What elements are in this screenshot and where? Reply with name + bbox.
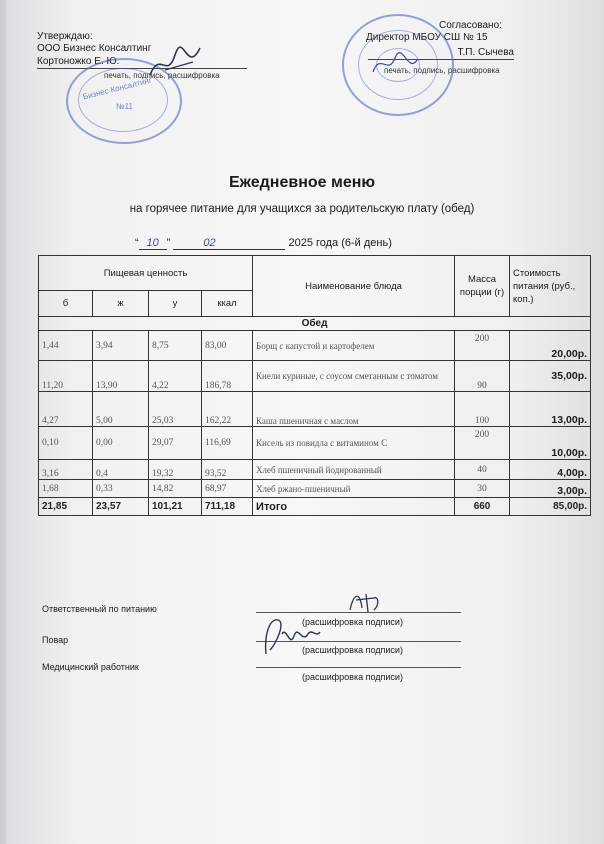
table-row [39, 392, 591, 427]
cell-u: 4,22 [149, 361, 202, 392]
page-subtitle: на горячее питание для учащихся за родительскую плату (обед) [129, 203, 475, 215]
cell-kcal: 83,00 [202, 331, 253, 361]
cell-dish: Хлеб пшеничный йодированный [253, 460, 455, 480]
table-row [39, 460, 591, 480]
approved-person: Кортоножко Е. Ю. [37, 56, 247, 69]
signature-caption: (расшифровка подписи) [302, 645, 403, 655]
header-b: б [39, 291, 93, 317]
agreed-caption: печать, подпись, расшифровка [384, 66, 500, 75]
cell-kcal: 93,52 [202, 460, 253, 480]
table-row [39, 331, 591, 361]
cell-zh: 13,90 [93, 361, 149, 392]
total-price: 85,00р. [510, 498, 591, 516]
signature-caption: (расшифровка подписи) [302, 617, 403, 627]
cell-u: 14,82 [149, 480, 202, 498]
cell-u: 29,07 [149, 427, 202, 460]
section-title: Обед [39, 317, 591, 331]
approved-org: ООО Бизнес Консалтинг [37, 43, 152, 54]
date-day: 10 [139, 237, 167, 250]
cell-price: 10,00р. [510, 427, 591, 460]
date-month: 02 [173, 237, 285, 250]
cell-price: 4,00р. [510, 460, 591, 480]
header-cost: Стоимость питания (руб., коп.) [510, 256, 591, 317]
cell-mass: 200 [455, 427, 510, 460]
cell-mass: 200 [455, 331, 510, 361]
cell-price: 20,00р. [510, 331, 591, 361]
cell-b: 4,27 [39, 392, 93, 427]
cell-zh: 5,00 [93, 392, 149, 427]
total-mass: 660 [455, 498, 510, 516]
header-nutrition: Пищевая ценность [39, 256, 253, 291]
date-line: “ 10 ” 02 2025 года (6-й день) [135, 237, 392, 249]
cell-price: 35,00р. [510, 361, 591, 392]
total-u: 101,21 [149, 498, 202, 516]
approved-label: Утверждаю: [37, 31, 93, 42]
cell-zh: 0,33 [93, 480, 149, 498]
signature-role: Медицинский работник [42, 662, 139, 672]
cell-u: 8,75 [149, 331, 202, 361]
header-kcal: ккал [202, 291, 253, 317]
total-b: 21,85 [39, 498, 93, 516]
cell-dish: Борщ с капустой и картофелем [253, 331, 455, 361]
table-row [39, 361, 591, 392]
cell-kcal: 162,22 [202, 392, 253, 427]
cell-mass: 30 [455, 480, 510, 498]
total-row [39, 498, 591, 516]
cell-zh: 3,94 [93, 331, 149, 361]
approved-stamp: Бизнес Консалтинг №11 [66, 58, 182, 144]
signature-line [256, 667, 461, 668]
responsible-signature [344, 588, 384, 616]
stamp-text: Бизнес Консалтинг [81, 75, 153, 102]
cell-dish: Кисель из повидла с витамином С [253, 427, 455, 460]
header-u: у [149, 291, 202, 317]
signature-caption: (расшифровка подписи) [302, 672, 403, 682]
cell-b: 1,68 [39, 480, 93, 498]
header-dish: Наименование блюда [253, 256, 455, 317]
cell-b: 0,10 [39, 427, 93, 460]
menu-table [38, 255, 591, 516]
signature-role: Повар [42, 635, 69, 645]
total-label: Итого [253, 498, 455, 516]
cell-price: 13,00р. [510, 392, 591, 427]
cell-zh: 0,4 [93, 460, 149, 480]
cell-price: 3,00р. [510, 480, 591, 498]
agreed-label: Согласовано: [439, 20, 502, 31]
cell-b: 3,16 [39, 460, 93, 480]
cell-kcal: 186,78 [202, 361, 253, 392]
page-title: Ежедневное меню [228, 174, 376, 191]
cell-dish: Кнели куриные, с соусом сметанным с томатом [253, 361, 455, 392]
table-row [39, 427, 591, 460]
approved-caption: печать, подпись, расшифровка [104, 71, 220, 80]
cell-kcal: 68,97 [202, 480, 253, 498]
agreed-org: Директор МБОУ СШ № 15 [366, 32, 488, 43]
cell-mass: 90 [455, 361, 510, 392]
total-kcal: 711,18 [202, 498, 253, 516]
agreed-signature [370, 50, 420, 80]
cell-u: 19,32 [149, 460, 202, 480]
header-mass: Масса порции (г) [455, 256, 510, 317]
date-year: 2025 года (6-й день) [288, 237, 392, 249]
cell-mass: 40 [455, 460, 510, 480]
header-zh: ж [93, 291, 149, 317]
table-row [39, 480, 591, 498]
signature-role: Ответственный по питанию [42, 604, 157, 614]
cell-dish: Хлеб ржано-пшеничный [253, 480, 455, 498]
cook-signature [256, 614, 326, 662]
cell-zh: 0,00 [93, 427, 149, 460]
approved-signature [145, 40, 205, 90]
cell-u: 25,03 [149, 392, 202, 427]
cell-mass: 100 [455, 392, 510, 427]
agreed-person: Т.П. Сычева [368, 47, 514, 60]
cell-b: 1,44 [39, 331, 93, 361]
cell-b: 11,20 [39, 361, 93, 392]
cell-kcal: 116,69 [202, 427, 253, 460]
cell-dish: Каша пшеничная с маслом [253, 392, 455, 427]
total-zh: 23,57 [93, 498, 149, 516]
